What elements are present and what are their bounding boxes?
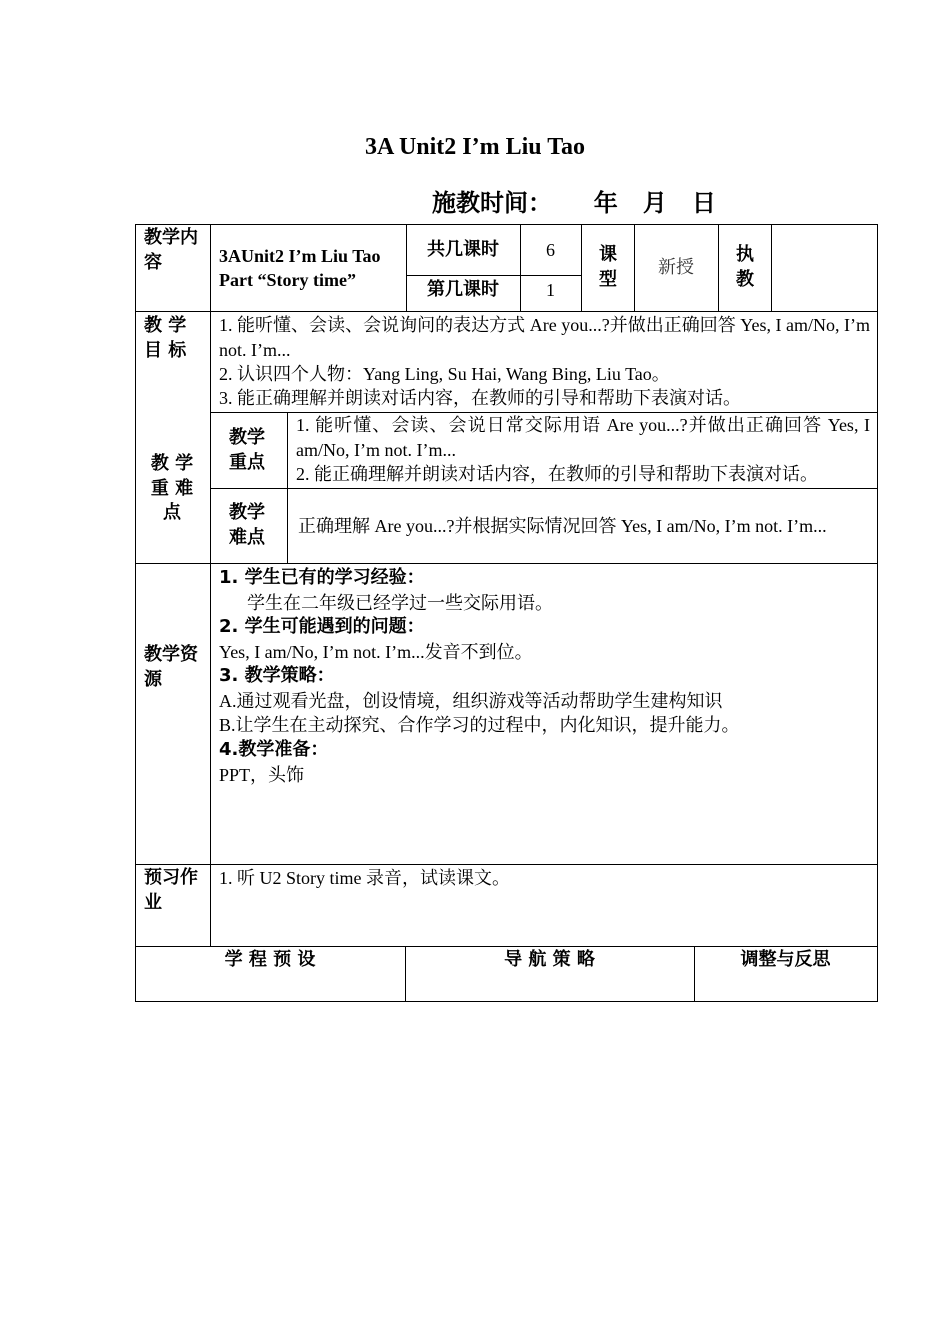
focus-point-2: 2. 能正确理解并朗读对话内容，在教师的引导和帮助下表演对话。	[296, 464, 818, 484]
resources-text-3b: B.让学生在主动探究、合作学习的过程中，内化知识，提升能力。	[219, 715, 740, 735]
preview-label: 预习作业	[144, 867, 198, 913]
footer-col-process: 学 程 预 设	[224, 949, 316, 970]
footer-col-strategy: 导 航 策 略	[504, 949, 595, 970]
resources-text-3a: A.通过观看光盘，创设情境，组织游戏等活动帮助学生建构知识	[219, 691, 723, 711]
lesson-number-value: 1	[546, 280, 555, 300]
total-lessons-label: 共几课时	[427, 239, 499, 260]
lesson-number-label: 第几课时	[427, 279, 499, 300]
resources-text-4: PPT，头饰	[219, 765, 305, 785]
footer-col-reflection: 调整与反思	[740, 949, 831, 970]
resources-text-1: 学生在二年级已经学过一些交际用语。	[247, 593, 553, 613]
content-label: 教学内容	[144, 227, 198, 273]
difficulty-text: 正确理解 Are you...?并根据实际情况回答 Yes, I am/No, I’m not. I’m...	[298, 516, 827, 536]
lesson-type-label: 课型	[599, 244, 617, 290]
total-lessons-value: 6	[546, 240, 555, 260]
teaching-date: 施教时间： 年 月 日	[432, 189, 716, 217]
resources-heading-2: 2. 学生可能遇到的问题：	[219, 616, 425, 637]
teacher-label: 执教	[736, 244, 754, 290]
lesson-type-value: 新授	[658, 257, 694, 278]
objectives-label: 教 学 目 标	[144, 315, 187, 361]
resources-heading-3: 3. 教学策略：	[219, 665, 335, 686]
preview-text: 1. 听 U2 Story time 录音，试读课文。	[219, 868, 510, 888]
objective-2: 2. 认识四个人物：Yang Ling, Su Hai, Wang Bing, Liu Tao。	[219, 364, 670, 384]
resources-heading-1: 1. 学生已有的学习经验：	[219, 567, 425, 588]
resources-text-2: Yes, I am/No, I’m not. I’m...发音不到位。	[219, 642, 533, 662]
resources-heading-4: 4.教学准备：	[219, 739, 329, 760]
objective-1: 1. 能听懂、会读、会说询问的表达方式 Are you...?并做出正确回答 Yes, I am/No, I’m not. I’m...	[219, 315, 870, 360]
resources-label: 教学资源	[144, 644, 198, 690]
objective-3: 3. 能正确理解并朗读对话内容，在教师的引导和帮助下表演对话。	[219, 388, 741, 408]
focus-point-1: 1. 能听懂、会读、会说日常交际用语 Are you...?并做出正确回答 Yes, I am/No, I’m not. I’m...	[296, 415, 870, 460]
difficulty-label: 教学难点	[229, 502, 265, 548]
key-points-label: 教 学 重 难 点	[150, 453, 194, 523]
focus-label: 教学重点	[229, 427, 265, 473]
lesson-title: 3A Unit2 I’m Liu Tao	[364, 134, 586, 160]
content-value-line2: Part “Story time”	[219, 270, 356, 290]
content-value-line1: 3AUnit2 I’m Liu Tao	[219, 246, 381, 266]
